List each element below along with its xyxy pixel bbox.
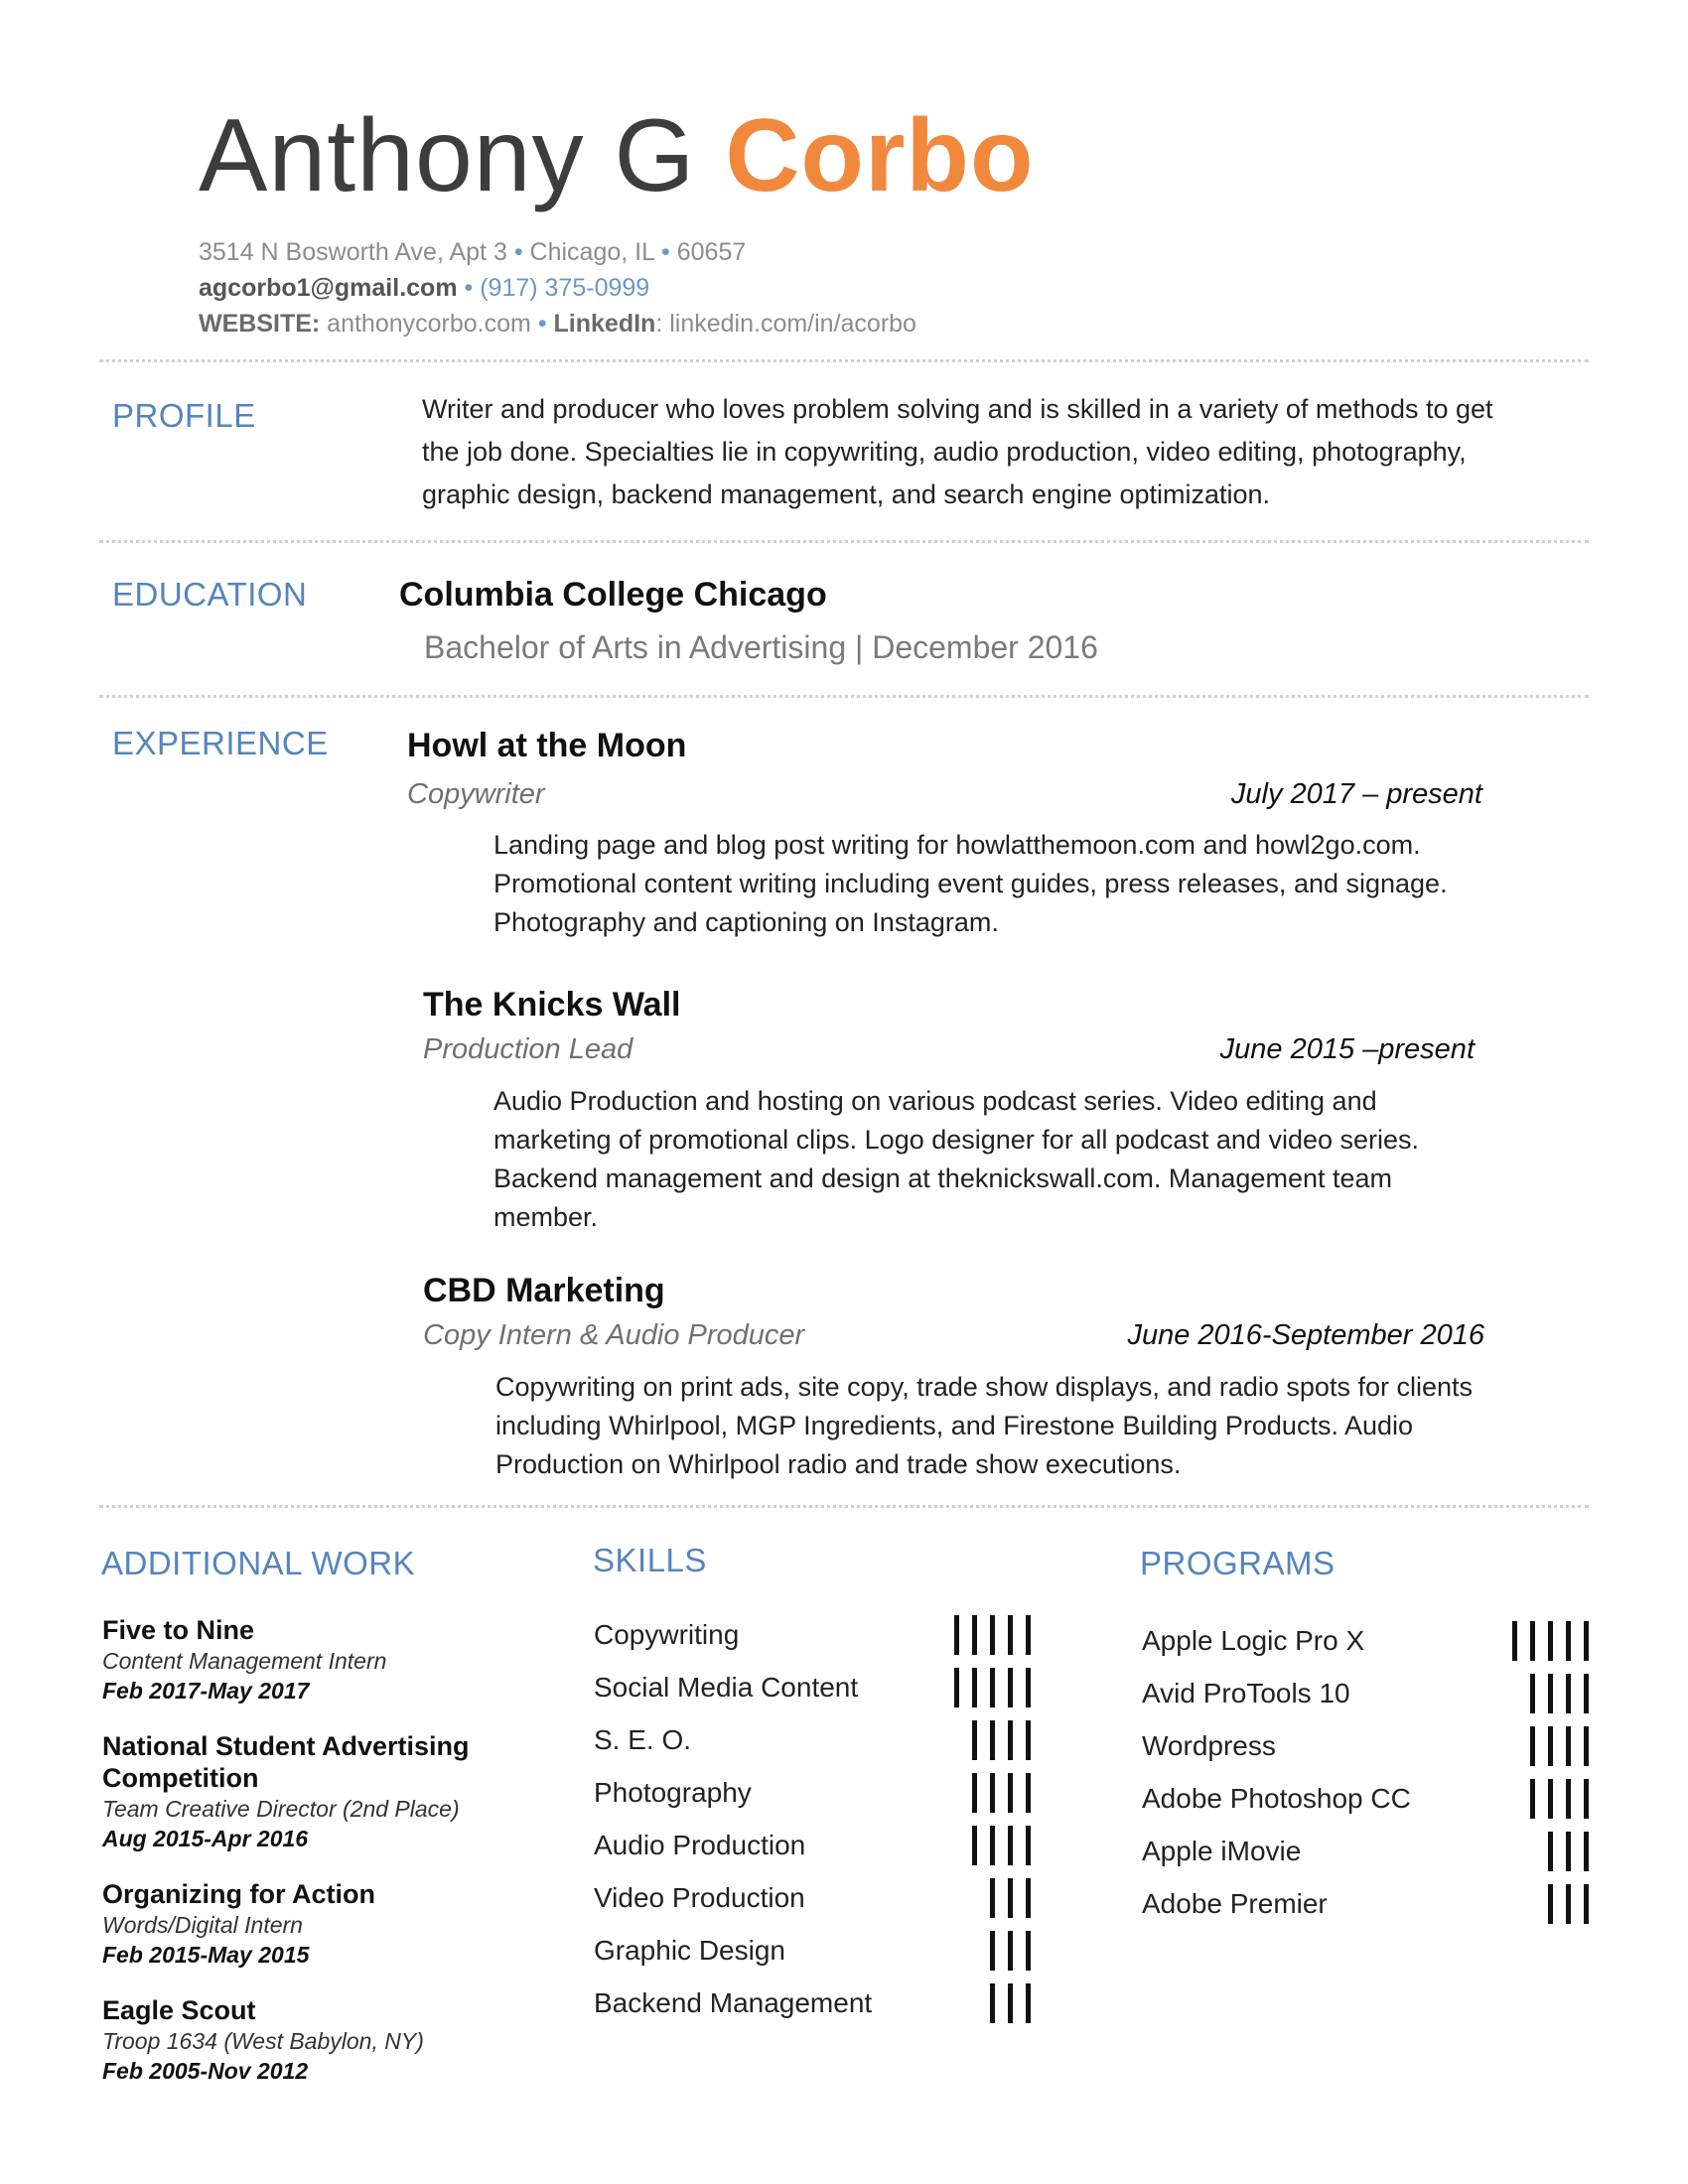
program-row-label: Avid ProTools 10 xyxy=(1142,1677,1350,1708)
rating-bar xyxy=(1584,1621,1589,1661)
rating-bar xyxy=(990,1983,995,2023)
job-role: Copy Intern & Audio Producer xyxy=(423,1319,805,1351)
additional-work-item xyxy=(102,1614,519,1706)
rating-bar xyxy=(1026,1773,1031,1813)
skill-row-label: S. E. O. xyxy=(594,1723,692,1755)
skill-row-label: Audio Production xyxy=(594,1829,806,1860)
zip: 60657 xyxy=(676,238,747,266)
program-row xyxy=(1142,1667,1589,1719)
programs-heading: PROGRAMS xyxy=(1140,1545,1336,1581)
job-company: Howl at the Moon xyxy=(407,727,687,764)
rating-bar xyxy=(1026,1983,1031,2023)
aw-dates: Feb 2015-May 2015 xyxy=(102,1942,310,1968)
aw-title: Five to Nine xyxy=(102,1615,255,1645)
rating-bar xyxy=(1008,1826,1013,1865)
rating-bar xyxy=(1548,1726,1553,1766)
skill-row xyxy=(594,1608,1031,1661)
skill-row-label: Copywriting xyxy=(594,1618,740,1650)
program-row xyxy=(1142,1719,1589,1772)
rating-bars xyxy=(1548,1832,1589,1871)
program-row xyxy=(1142,1614,1589,1667)
separator-bullet: • xyxy=(661,238,670,266)
website-label: WEBSITE: xyxy=(199,310,321,338)
aw-role: Words/Digital Intern xyxy=(102,1912,303,1938)
rating-bar xyxy=(1548,1674,1553,1713)
rating-bars xyxy=(972,1720,1031,1760)
rating-bar xyxy=(990,1615,995,1655)
aw-title: Organizing for Action xyxy=(102,1879,375,1909)
skill-row-label: Social Media Content xyxy=(594,1671,859,1703)
rating-bar xyxy=(1026,1720,1031,1760)
aw-title: Eagle Scout xyxy=(102,1995,256,2025)
rating-bar xyxy=(1530,1726,1535,1766)
rating-bar xyxy=(990,1826,995,1865)
skill-row xyxy=(594,1766,1031,1819)
program-row xyxy=(1142,1772,1589,1825)
job-description: Audio Production and hosting on various podcast series. Video editing and marketing of promotional clips. Logo designer for all podcast and video series. Backend management and design at theknickswall.com. Management team member. xyxy=(493,1086,1420,1232)
section-divider xyxy=(99,1505,1589,1508)
rating-bar xyxy=(1548,1832,1553,1871)
skill-row-label: Graphic Design xyxy=(594,1934,785,1966)
program-row-label: Adobe Premier xyxy=(1142,1887,1328,1919)
resume-name xyxy=(199,98,1035,213)
rating-bar xyxy=(972,1773,977,1813)
school-name: Columbia College Chicago xyxy=(399,576,827,614)
aw-dates: Aug 2015-Apr 2016 xyxy=(102,1826,309,1851)
skills-heading: SKILLS xyxy=(593,1542,707,1578)
skill-row xyxy=(594,1661,1031,1713)
job-dates: June 2015 –present xyxy=(1219,1033,1475,1065)
rating-bar xyxy=(1548,1884,1553,1924)
skill-row-label: Backend Management xyxy=(594,1986,873,2018)
rating-bar xyxy=(1530,1674,1535,1713)
rating-bar xyxy=(1584,1884,1589,1924)
rating-bar xyxy=(1008,1615,1013,1655)
rating-bar xyxy=(1026,1668,1031,1707)
section-divider xyxy=(99,359,1589,362)
profile-heading: PROFILE xyxy=(112,397,256,434)
rating-bar xyxy=(1566,1884,1571,1924)
separator-bullet: • xyxy=(537,310,547,338)
job-role: Copywriter xyxy=(407,778,545,810)
job-company: CBD Marketing xyxy=(423,1272,665,1309)
skill-row-label: Photography xyxy=(594,1776,752,1808)
section-divider xyxy=(99,540,1589,543)
rating-bar xyxy=(1026,1878,1031,1918)
linkedin-label: LinkedIn xyxy=(553,310,656,338)
degree: Bachelor of Arts in Advertising | December 2016 xyxy=(424,629,1098,665)
separator-bullet: • xyxy=(464,274,474,302)
rating-bars xyxy=(1530,1726,1589,1766)
rating-bar xyxy=(990,1720,995,1760)
aw-title: National Student Advertising Competition xyxy=(102,1731,470,1793)
rating-bar xyxy=(1026,1615,1031,1655)
rating-bar xyxy=(1008,1720,1013,1760)
first-name: Anthony G xyxy=(199,98,696,213)
rating-bar xyxy=(1584,1726,1589,1766)
rating-bars xyxy=(990,1878,1031,1918)
rating-bar xyxy=(1008,1878,1013,1918)
skill-row xyxy=(594,1924,1031,1977)
rating-bar xyxy=(972,1720,977,1760)
phone-link[interactable]: (917) 375-0999 xyxy=(480,274,650,302)
job-role: Production Lead xyxy=(423,1033,633,1065)
rating-bar xyxy=(1584,1674,1589,1713)
email-link[interactable]: agcorbo1@gmail.com xyxy=(199,274,458,302)
program-row xyxy=(1142,1825,1589,1877)
rating-bars xyxy=(1512,1621,1589,1661)
rating-bar xyxy=(1026,1826,1031,1865)
program-row-label: Wordpress xyxy=(1142,1729,1276,1761)
rating-bar xyxy=(1548,1779,1553,1819)
job-dates: July 2017 – present xyxy=(1230,778,1482,810)
program-row-label: Apple iMovie xyxy=(1142,1835,1302,1866)
rating-bar xyxy=(1566,1726,1571,1766)
rating-bar xyxy=(1566,1674,1571,1713)
rating-bar xyxy=(1008,1773,1013,1813)
rating-bar xyxy=(972,1826,977,1865)
rating-bars xyxy=(954,1668,1031,1707)
rating-bar xyxy=(1530,1621,1535,1661)
skill-row xyxy=(594,1977,1031,2029)
programs-list xyxy=(1142,1614,1589,1930)
program-row-label: Adobe Photoshop CC xyxy=(1142,1782,1411,1814)
rating-bar xyxy=(972,1615,977,1655)
rating-bars xyxy=(972,1826,1031,1865)
rating-bars xyxy=(990,1931,1031,1971)
profile-text: Writer and producer who loves problem solving and is skilled in a variety of methods to get the job done. Specialties lie in copywriting, audio production, video editing, photography, graphic design, backend management, and search engine optimization. xyxy=(422,394,1493,509)
rating-bar xyxy=(990,1668,995,1707)
skills-list xyxy=(594,1608,1031,2029)
contact-line xyxy=(199,274,649,303)
additional-work-item xyxy=(102,1994,519,2086)
additional-work-item xyxy=(102,1730,519,1853)
last-name: Corbo xyxy=(725,98,1035,213)
rating-bar xyxy=(954,1615,959,1655)
aw-role: Team Creative Director (2nd Place) xyxy=(102,1796,460,1822)
skill-row xyxy=(594,1819,1031,1871)
address-line xyxy=(199,238,746,267)
rating-bar xyxy=(1026,1931,1031,1971)
aw-role: Troop 1634 (West Babylon, NY) xyxy=(102,2028,424,2054)
job-company: The Knicks Wall xyxy=(423,986,681,1024)
rating-bar xyxy=(1566,1779,1571,1819)
rating-bars xyxy=(954,1615,1031,1655)
web-line xyxy=(199,310,916,339)
program-row-label: Apple Logic Pro X xyxy=(1142,1624,1365,1656)
rating-bar xyxy=(1584,1832,1589,1871)
job-description: Copywriting on print ads, site copy, trade show displays, and radio spots for clients including Whirlpool, MGP Ingredients, and Firestone Building Products. Audio Production on Whirlpool radio and trade show executions. xyxy=(495,1372,1473,1479)
program-row xyxy=(1142,1877,1589,1930)
rating-bars xyxy=(1530,1779,1589,1819)
rating-bar xyxy=(990,1931,995,1971)
rating-bar xyxy=(1566,1832,1571,1871)
linkedin-link[interactable]: : linkedin.com/in/acorbo xyxy=(655,310,916,338)
section-divider xyxy=(99,695,1589,698)
rating-bar xyxy=(1008,1931,1013,1971)
aw-dates: Feb 2017-May 2017 xyxy=(102,1678,310,1704)
additional-work-item xyxy=(102,1878,519,1970)
rating-bars xyxy=(990,1983,1031,2023)
additional-work-heading: ADDITIONAL WORK xyxy=(101,1545,416,1581)
rating-bar xyxy=(1512,1621,1517,1661)
rating-bar xyxy=(1548,1621,1553,1661)
rating-bar xyxy=(1584,1779,1589,1819)
city: Chicago, IL xyxy=(529,238,655,266)
rating-bar xyxy=(954,1668,959,1707)
rating-bar xyxy=(1530,1779,1535,1819)
skill-row-label: Video Production xyxy=(594,1881,805,1913)
rating-bar xyxy=(1566,1621,1571,1661)
rating-bars xyxy=(972,1773,1031,1813)
rating-bars xyxy=(1548,1884,1589,1924)
skill-row xyxy=(594,1871,1031,1924)
job-description: Landing page and blog post writing for howlatthemoon.com and howl2go.com. Promotional content writing including event guides, press releases, and signage. Photography and captioning on Instagram. xyxy=(493,830,1448,937)
skill-row xyxy=(594,1713,1031,1766)
job-dates: June 2016-September 2016 xyxy=(1127,1319,1484,1351)
aw-role: Content Management Intern xyxy=(102,1648,387,1674)
rating-bar xyxy=(972,1668,977,1707)
website-link[interactable]: anthonycorbo.com xyxy=(327,310,531,338)
education-heading: EDUCATION xyxy=(112,576,308,613)
experience-heading: EXPERIENCE xyxy=(112,725,329,761)
separator-bullet: • xyxy=(513,238,523,266)
rating-bar xyxy=(1008,1983,1013,2023)
rating-bar xyxy=(990,1773,995,1813)
rating-bar xyxy=(1008,1668,1013,1707)
aw-dates: Feb 2005-Nov 2012 xyxy=(102,2058,309,2084)
rating-bar xyxy=(990,1878,995,1918)
street-address: 3514 N Bosworth Ave, Apt 3 xyxy=(199,238,507,266)
additional-work-list xyxy=(102,1614,519,2086)
rating-bars xyxy=(1530,1674,1589,1713)
